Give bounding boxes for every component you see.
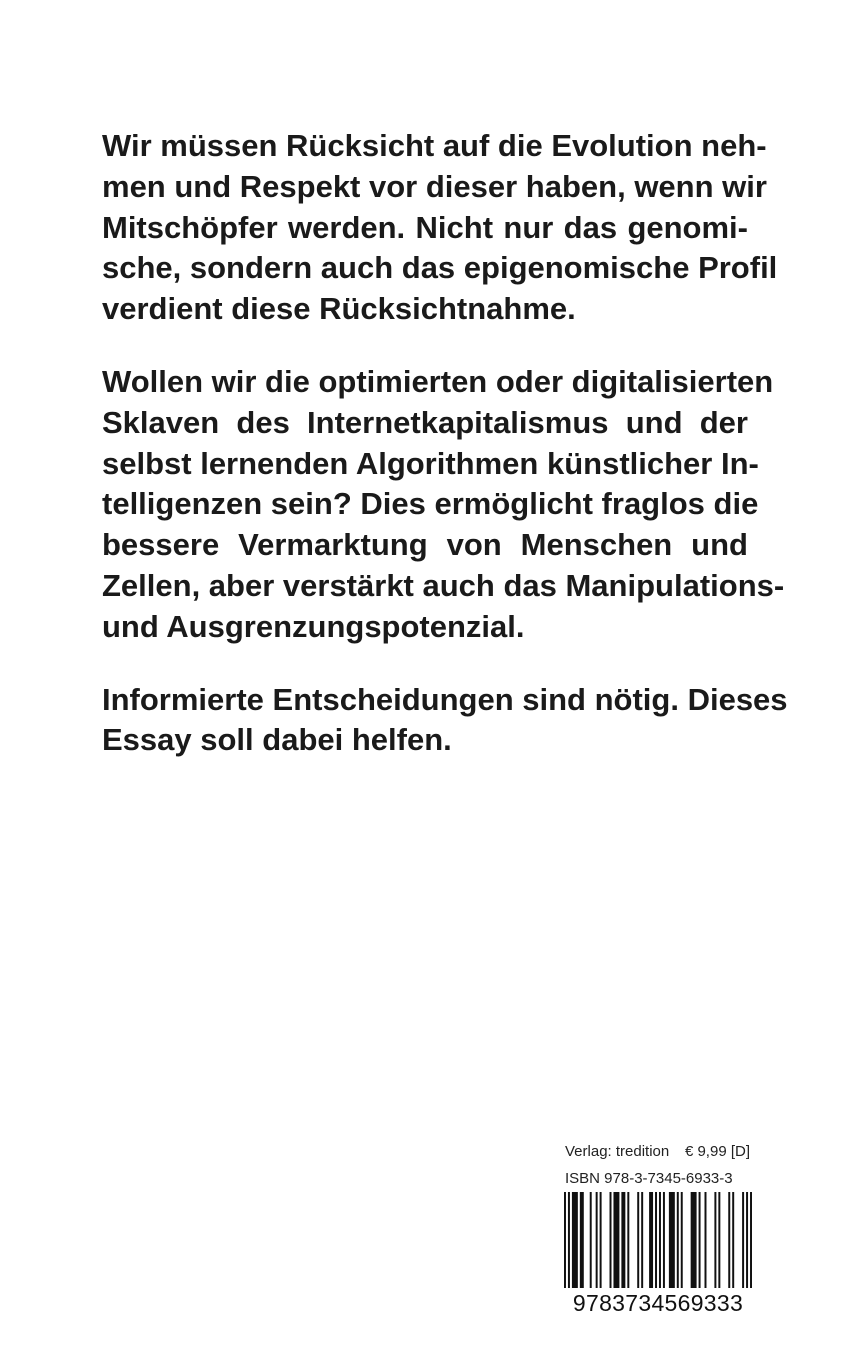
- barcode-bar: [621, 1192, 625, 1288]
- barcode-digits: 9783734569333: [572, 1290, 744, 1316]
- barcode-bar: [572, 1192, 578, 1288]
- barcode-bar: [691, 1192, 697, 1288]
- barcode-bar: [750, 1192, 752, 1288]
- barcode-bar: [699, 1192, 701, 1288]
- barcode-bar: [669, 1192, 675, 1288]
- barcode-bar: [568, 1192, 570, 1288]
- text-line: Informierte Entscheidungen sind nötig. Dieses: [102, 681, 788, 717]
- price-label: € 9,99 [D]: [684, 1143, 750, 1160]
- barcode-bar: [564, 1192, 566, 1288]
- text-line: selbst lernenden Algorithmen künstlicher In-: [102, 445, 759, 481]
- barcode-bar: [649, 1192, 653, 1288]
- text-line: Wollen wir die optimierten oder digitalisierten: [102, 363, 774, 399]
- publisher-info: [565, 1138, 750, 1192]
- barcode-bar: [718, 1192, 720, 1288]
- text-line: bessere Vermarktung von Menschen und: [102, 527, 748, 563]
- barcode-bar: [637, 1192, 639, 1288]
- barcode-bar: [728, 1192, 730, 1288]
- publisher-price-row: [565, 1138, 750, 1165]
- text-line: sche, sondern auch das epigenomische Profil: [102, 250, 778, 286]
- barcode-bar: [663, 1192, 665, 1288]
- blurb-paragraph-2: [102, 362, 785, 648]
- text-line: telligenzen sein? Dies ermöglicht fraglos die: [102, 486, 759, 522]
- blurb-paragraph-3: [102, 680, 788, 762]
- barcode-bar: [742, 1192, 744, 1288]
- isbn-label: ISBN 978-3-7345-6933-3: [565, 1170, 733, 1187]
- blurb-paragraph-1: [102, 126, 778, 330]
- barcode-bar: [655, 1192, 657, 1288]
- barcode-bar: [714, 1192, 716, 1288]
- barcode-bar: [681, 1192, 683, 1288]
- barcode-graphic: [564, 1192, 752, 1288]
- barcode-bar: [746, 1192, 748, 1288]
- text-line: Sklaven des Internetkapitalismus und der: [102, 404, 748, 440]
- text-line: men und Respekt vor dieser haben, wenn wir: [102, 168, 767, 204]
- barcode-bar: [677, 1192, 679, 1288]
- isbn-row: [565, 1165, 750, 1192]
- barcode-bar: [641, 1192, 643, 1288]
- text-line: und Ausgrenzungspotenzial.: [102, 608, 525, 644]
- barcode-bar: [732, 1192, 734, 1288]
- barcode-bar: [613, 1192, 619, 1288]
- text-line: Wir müssen Rücksicht auf die Evolution neh-: [102, 128, 767, 163]
- barcode-bar: [627, 1192, 629, 1288]
- text-line: Zellen, aber verstärkt auch das Manipulations-: [102, 567, 785, 603]
- barcode-bar: [705, 1192, 707, 1288]
- barcode-bar: [590, 1192, 592, 1288]
- barcode-bar: [659, 1192, 661, 1288]
- publisher-label: Verlag: tredition: [565, 1143, 670, 1160]
- back-cover-blurb: [102, 126, 788, 761]
- barcode-bar: [600, 1192, 602, 1288]
- text-line: verdient diese Rücksichtnahme.: [102, 291, 576, 327]
- text-line: Mitschöpfer werden. Nicht nur das genomi-: [102, 209, 748, 245]
- barcode-bar: [596, 1192, 598, 1288]
- barcode-bar: [610, 1192, 612, 1288]
- barcode-bar: [580, 1192, 584, 1288]
- text-line: Essay soll dabei helfen.: [102, 722, 452, 758]
